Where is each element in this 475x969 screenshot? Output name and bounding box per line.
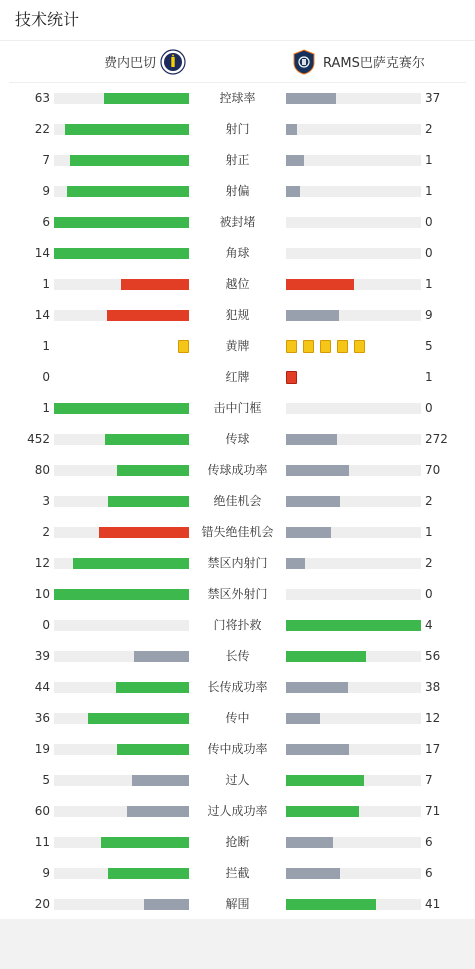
- home-value: 63: [34, 91, 50, 105]
- away-bar-fill: [286, 186, 300, 197]
- stat-label: 传球成功率: [207, 463, 268, 477]
- away-bar-track: [286, 496, 421, 507]
- home-value: 1: [42, 277, 50, 291]
- away-bar-track: [286, 868, 421, 879]
- home-bar-track: [54, 93, 189, 104]
- away-value: 17: [425, 742, 441, 756]
- home-bar-track: [54, 651, 189, 662]
- away-value: 1: [425, 370, 433, 384]
- home-value: 1: [42, 339, 50, 353]
- home-bar-fill: [54, 217, 189, 228]
- stat-row: [0, 114, 475, 145]
- away-bar-track: [286, 310, 421, 321]
- home-value: 60: [34, 804, 50, 818]
- home-value: 452: [27, 432, 50, 446]
- away-bar-fill: [286, 93, 336, 104]
- home-bar-fill: [116, 682, 189, 693]
- away-bar-track: [286, 279, 421, 290]
- home-bar-track: [54, 155, 189, 166]
- home-bar-track: [54, 496, 189, 507]
- home-value: 12: [34, 556, 50, 570]
- away-bar-fill: [286, 465, 349, 476]
- away-value: 7: [425, 773, 433, 787]
- stat-row: [0, 238, 475, 269]
- home-value: 11: [34, 835, 50, 849]
- stat-row: [0, 455, 475, 486]
- home-value: 19: [34, 742, 50, 756]
- stat-label: 越位: [225, 277, 250, 291]
- stat-label: 禁区外射门: [207, 587, 268, 601]
- home-bar-track: [54, 124, 189, 135]
- home-value: 3: [42, 494, 50, 508]
- away-bar-track: [286, 620, 421, 631]
- away-value: 38: [425, 680, 441, 694]
- home-team[interactable]: [104, 41, 186, 82]
- stat-row: [0, 362, 475, 393]
- home-bar-track: [54, 806, 189, 817]
- red-card-icon: [286, 371, 297, 384]
- home-value: 2: [42, 525, 50, 539]
- away-bar-track: [286, 899, 421, 910]
- away-value: 0: [425, 215, 433, 229]
- home-bar-fill: [117, 465, 189, 476]
- stat-row: [0, 269, 475, 300]
- home-value: 39: [34, 649, 50, 663]
- home-value: 10: [34, 587, 50, 601]
- away-bar-fill: [286, 713, 320, 724]
- stat-label: 红牌: [225, 370, 250, 384]
- home-value: 80: [34, 463, 50, 477]
- stat-label: 控球率: [219, 91, 256, 105]
- home-bar-track: [54, 186, 189, 197]
- home-bar-fill: [121, 279, 189, 290]
- home-bar-track: [54, 310, 189, 321]
- home-bar-track: [54, 434, 189, 445]
- stat-label: 被封堵: [219, 215, 256, 229]
- home-team-name: 费内巴切: [103, 56, 156, 71]
- away-bar-track: [286, 558, 421, 569]
- stat-row: [0, 765, 475, 796]
- home-value: 1: [42, 401, 50, 415]
- home-bar-fill: [54, 248, 189, 259]
- teams-header: [9, 41, 466, 83]
- stat-label: 角球: [225, 246, 250, 260]
- away-value: 2: [425, 556, 433, 570]
- home-bar-fill: [108, 868, 189, 879]
- stats-list: [0, 83, 475, 920]
- stat-row: [0, 331, 475, 362]
- away-bar-fill: [286, 434, 337, 445]
- yellow-card-icon: [303, 340, 314, 353]
- away-value: 1: [425, 184, 433, 198]
- home-bar-fill: [99, 527, 189, 538]
- home-bar-track: [54, 589, 189, 600]
- home-value: 14: [34, 246, 50, 260]
- stat-label: 射偏: [225, 184, 250, 198]
- home-bar-track: [54, 620, 189, 631]
- stat-row: [0, 641, 475, 672]
- home-bar-fill: [54, 403, 189, 414]
- away-bar-track: [286, 713, 421, 724]
- stat-label: 传中成功率: [207, 742, 268, 756]
- stat-row: [0, 145, 475, 176]
- away-bar-track: [286, 93, 421, 104]
- home-bar-fill: [117, 744, 189, 755]
- stat-row: [0, 827, 475, 858]
- stat-row: [0, 517, 475, 548]
- stat-row: [0, 176, 475, 207]
- away-bar-track: [286, 434, 421, 445]
- fenerbahce-crest-icon: [160, 49, 186, 75]
- home-bar-fill: [67, 186, 189, 197]
- away-bar-track: [286, 527, 421, 538]
- away-value: 9: [425, 308, 433, 322]
- away-bar-track: [286, 806, 421, 817]
- away-bar-track: [286, 124, 421, 135]
- stat-row: [0, 796, 475, 827]
- away-bar-track: [286, 248, 421, 259]
- home-value: 0: [42, 370, 50, 384]
- away-bar-fill: [286, 899, 376, 910]
- home-bar-fill: [108, 496, 189, 507]
- yellow-card-icon: [320, 340, 331, 353]
- stat-row: [0, 486, 475, 517]
- away-bar-fill: [286, 527, 331, 538]
- yellow-card-icon: [178, 340, 189, 353]
- yellow-card-icon: [337, 340, 348, 353]
- away-value: 71: [425, 804, 441, 818]
- stat-row: [0, 672, 475, 703]
- home-value: 14: [34, 308, 50, 322]
- away-value: 4: [425, 618, 433, 632]
- away-bar-fill: [286, 837, 333, 848]
- home-bar-track: [54, 248, 189, 259]
- home-bar-fill: [65, 124, 189, 135]
- away-team-name: RAMS巴萨克赛尔: [323, 56, 425, 71]
- away-cards: [286, 340, 371, 353]
- home-value: 36: [34, 711, 50, 725]
- stat-label: 禁区内射门: [207, 556, 268, 570]
- home-bar-track: [54, 899, 189, 910]
- away-value: 6: [425, 835, 433, 849]
- away-bar-fill: [286, 558, 305, 569]
- stat-label: 击中门框: [213, 401, 262, 415]
- home-bar-track: [54, 744, 189, 755]
- away-bar-track: [286, 589, 421, 600]
- stat-label: 传中: [225, 711, 250, 725]
- away-bar-track: [286, 186, 421, 197]
- home-value: 0: [42, 618, 50, 632]
- stat-row: [0, 424, 475, 455]
- away-bar-track: [286, 465, 421, 476]
- stat-label: 射正: [225, 153, 250, 167]
- away-bar-track: [286, 403, 421, 414]
- away-value: 272: [425, 432, 448, 446]
- away-bar-track: [286, 837, 421, 848]
- home-cards: [172, 340, 189, 353]
- home-bar-track: [54, 868, 189, 879]
- away-value: 2: [425, 122, 433, 136]
- away-value: 1: [425, 525, 433, 539]
- away-bar-fill: [286, 775, 364, 786]
- stat-row: [0, 734, 475, 765]
- stat-label: 黄牌: [225, 339, 250, 353]
- away-value: 37: [425, 91, 441, 105]
- away-value: 12: [425, 711, 441, 725]
- away-bar-fill: [286, 682, 348, 693]
- home-bar-fill: [144, 899, 189, 910]
- away-bar-track: [286, 744, 421, 755]
- away-bar-track: [286, 775, 421, 786]
- home-bar-track: [54, 527, 189, 538]
- home-value: 44: [34, 680, 50, 694]
- home-bar-fill: [73, 558, 189, 569]
- stat-label: 射门: [225, 122, 250, 136]
- stat-row: [0, 393, 475, 424]
- home-bar-track: [54, 558, 189, 569]
- away-bar-fill: [286, 868, 340, 879]
- stat-row: [0, 703, 475, 734]
- home-bar-fill: [105, 434, 189, 445]
- away-bar-fill: [286, 279, 354, 290]
- basaksehir-crest-icon: [291, 49, 317, 75]
- home-bar-track: [54, 775, 189, 786]
- home-bar-track: [54, 217, 189, 228]
- stat-label: 长传: [225, 649, 250, 663]
- away-bar-fill: [286, 651, 366, 662]
- away-value: 2: [425, 494, 433, 508]
- stat-label: 错失绝佳机会: [201, 525, 274, 539]
- home-bar-fill: [54, 589, 189, 600]
- stat-row: [0, 207, 475, 238]
- home-bar-fill: [134, 651, 189, 662]
- stat-label: 长传成功率: [207, 680, 268, 694]
- away-bar-track: [286, 155, 421, 166]
- home-value: 6: [42, 215, 50, 229]
- away-bar-fill: [286, 620, 421, 631]
- home-bar-fill: [101, 837, 189, 848]
- stat-row: [0, 579, 475, 610]
- home-value: 9: [42, 866, 50, 880]
- stat-row: [0, 548, 475, 579]
- away-value: 56: [425, 649, 441, 663]
- away-value: 0: [425, 587, 433, 601]
- stat-label: 过人成功率: [207, 804, 268, 818]
- home-bar-fill: [88, 713, 189, 724]
- away-team[interactable]: [291, 41, 425, 82]
- away-cards: [286, 371, 303, 384]
- stat-label: 拦截: [225, 866, 250, 880]
- away-bar-fill: [286, 744, 349, 755]
- away-bar-fill: [286, 124, 297, 135]
- stat-row: [0, 889, 475, 920]
- away-value: 0: [425, 401, 433, 415]
- away-bar-fill: [286, 155, 304, 166]
- away-value: 41: [425, 897, 441, 911]
- away-bar-fill: [286, 496, 340, 507]
- home-bar-track: [54, 837, 189, 848]
- yellow-card-icon: [354, 340, 365, 353]
- page-title: 技术统计: [0, 0, 475, 41]
- home-value: 20: [34, 897, 50, 911]
- home-value: 5: [42, 773, 50, 787]
- away-value: 0: [425, 246, 433, 260]
- stat-row: [0, 300, 475, 331]
- away-bar-fill: [286, 806, 359, 817]
- stat-label: 绝佳机会: [213, 494, 262, 508]
- away-bar-fill: [286, 310, 339, 321]
- home-bar-fill: [107, 310, 189, 321]
- stat-label: 抢断: [225, 835, 250, 849]
- away-bar-track: [286, 682, 421, 693]
- home-bar-track: [54, 465, 189, 476]
- stat-row: [0, 610, 475, 641]
- home-value: 9: [42, 184, 50, 198]
- home-value: 7: [42, 153, 50, 167]
- home-bar-track: [54, 403, 189, 414]
- home-value: 22: [34, 122, 50, 136]
- home-bar-fill: [127, 806, 189, 817]
- stat-label: 过人: [225, 773, 250, 787]
- away-value: 5: [425, 339, 433, 353]
- stat-label: 犯规: [225, 308, 250, 322]
- stat-label: 传球: [225, 432, 250, 446]
- stat-row: [0, 858, 475, 889]
- stat-label: 门将扑救: [213, 618, 262, 632]
- away-bar-track: [286, 651, 421, 662]
- home-bar-fill: [104, 93, 189, 104]
- away-value: 1: [425, 153, 433, 167]
- stat-label: 解围: [225, 897, 250, 911]
- home-bar-fill: [70, 155, 189, 166]
- home-bar-track: [54, 279, 189, 290]
- home-bar-track: [54, 682, 189, 693]
- home-bar-track: [54, 713, 189, 724]
- away-value: 1: [425, 277, 433, 291]
- stat-row: [0, 83, 475, 114]
- home-bar-fill: [132, 775, 189, 786]
- away-bar-track: [286, 217, 421, 228]
- yellow-card-icon: [286, 340, 297, 353]
- away-value: 6: [425, 866, 433, 880]
- away-value: 70: [425, 463, 441, 477]
